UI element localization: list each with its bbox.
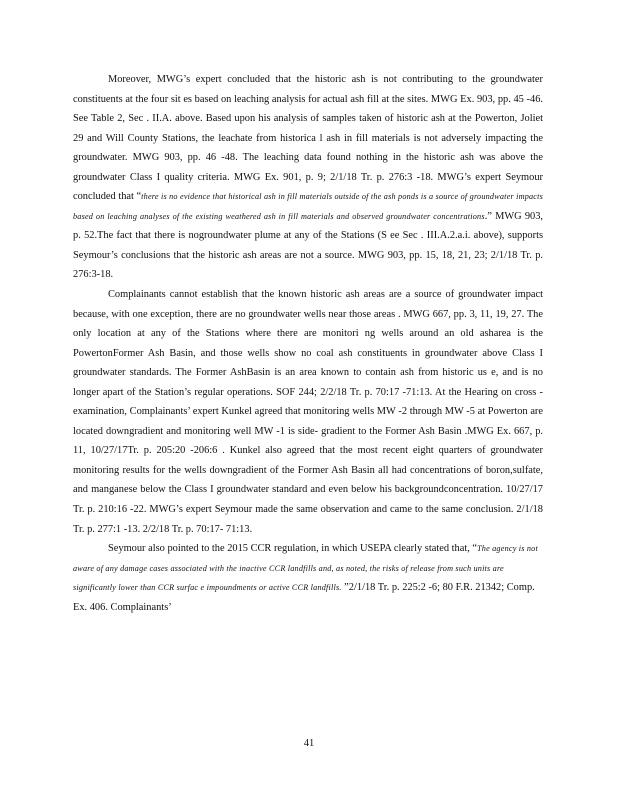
- paragraph-complainants: [73, 285, 543, 539]
- paragraph-text: ”2/1/18 Tr. p. 225:2 -6; 80 F.R. 21342; Comp. Ex. 406. Complainants’: [73, 582, 535, 613]
- paragraph-text: .” MWG 903, p. 52.The fact that there is nogroundwater plume at any of the Stations (S ee Sec . III.A.2.a.i. above), supports Seymour’s conclusions that the historic ash areas are not a source. MWG 903, pp. 15, 18, 21, 23; 2/1/18 Tr. p. 276:3-18.: [73, 210, 544, 281]
- quoted-passage: The agency is not aware of any damage cases associated with the inactive CCR landfills and, as noted, the risks of release from such units are significantly lower than CCR surfac e impoundments or active CCR landfills.: [73, 544, 538, 593]
- paragraph-historic-ash: [73, 70, 543, 285]
- quoted-passage: there is no evidence that historical ash in fill materials outside of the ash ponds is a source of groundwater impacts based on leaching analyses of the existing weathered ash in fill materials and observed groundwater concentrations: [73, 192, 544, 221]
- paragraph-text: Seymour also pointed to the 2015 CCR regulation, in which USEPA clearly stated that, “: [108, 543, 478, 555]
- paragraph-ccr-regulation: [73, 539, 543, 617]
- paragraph-text: Moreover, MWG’s expert concluded that the historic ash is not contributing to the groundwater constituents at the four sit es based on leaching analysis for actual ash fill at the sites. MWG Ex. 903, pp. 45 -46. See Table 2, Sec . II.A. above. Based upon his analysis of samples taken of historic ash at the Powerton, Joliet 29 and Will County Stations, the leachate from historica l ash in fill materials is not adversely impacting the groundwater. MWG 903, pp. 46 -48. The leaching data found nothing in the historic ash was above the groundwater Class I quality criteria. MWG Ex. 901, p. 9; 2/1/18 Tr. p. 276:3 -18. MWG’s expert Seymour concluded that “: [73, 74, 543, 203]
- body-text: [73, 70, 543, 617]
- paragraph-text: Complainants cannot establish that the known historic ash areas are a source of groundwater impact because, with one exception, there are no groundwater wells near those areas . MWG 667, pp. 3, 11, 19, 27. The only location at any of the Stations where there are monitori ng wells around an old asharea is the PowertonFormer Ash Basin, and those wells show no coal ash constituents in groundwater above Class I groundwater standards. The Former AshBasin is an area known to contain ash from historic us e, and is no longer apart of the Station’s regular operations. SOF 244; 2/2/18 Tr. p. 70:17 -71:13. At the Hearing on cross -examination, Complainants’ expert Kunkel agreed that monitoring wells MW -2 through MW -5 at Powerton are located downgradient and monitoring well MW -1 is side- gradient to the Former Ash Basin .MWG Ex. 667, p. 11, 10/27/17Tr. p. 205:20 -206:6 . Kunkel also agreed that the most recent eight quarters of groundwater monitoring results for the wells downgradient of the Former Ash Basin all had concentrations of boron,sulfate, and manganese below the Class I groundwater standard and even below his backgroundconcentration. 10/27/17 Tr. p. 210:16 -22. MWG’s expert Seymour made the same observation and came to the same conclusion. 2/1/18 Tr. p. 277:1 -13. 2/2/18 Tr. p. 70:17- 71:13.: [73, 289, 543, 535]
- page-number: 41: [303, 738, 315, 749]
